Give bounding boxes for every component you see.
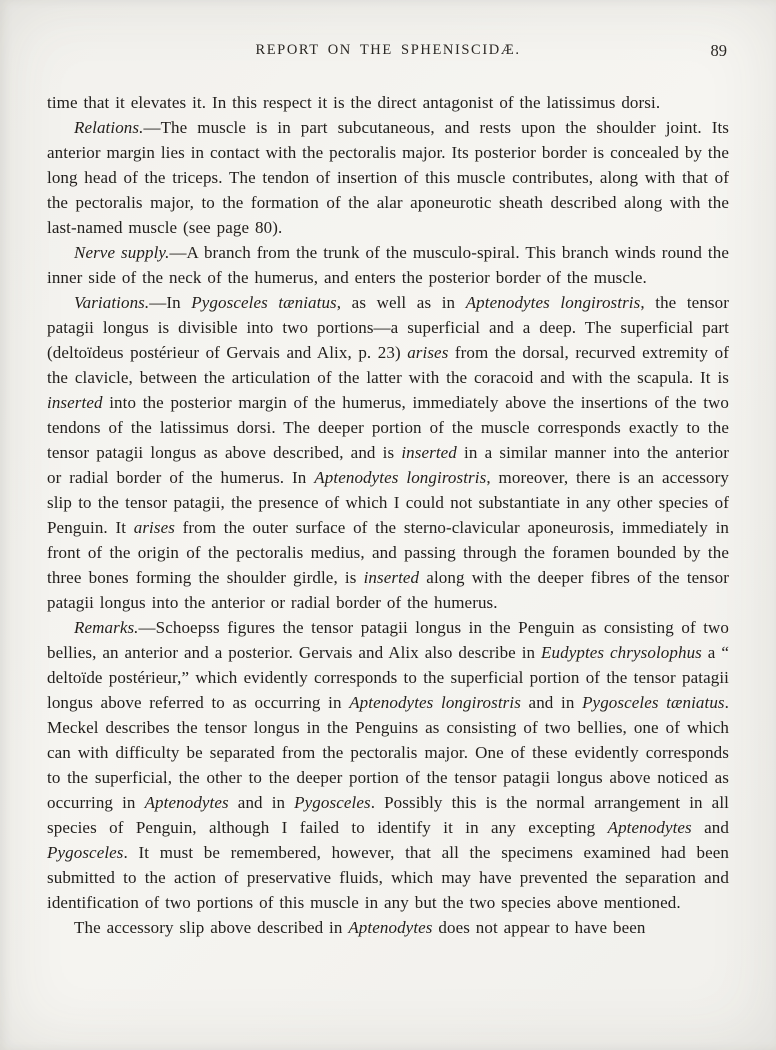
italic-run: Pygosceles bbox=[47, 843, 124, 862]
italic-run: Remarks. bbox=[74, 618, 139, 637]
italic-run: Aptenodytes bbox=[607, 818, 692, 837]
paragraph bbox=[47, 115, 729, 240]
running-header bbox=[47, 42, 729, 64]
italic-run: Pygosceles tæniatus bbox=[582, 693, 725, 712]
italic-run: Variations. bbox=[74, 293, 150, 312]
text-run: , as well as in bbox=[336, 293, 466, 312]
text-run: —In bbox=[149, 293, 192, 312]
paragraph bbox=[47, 615, 729, 915]
text-run: —The muscle is in part subcutaneous, and rests upon the shoulder joint. Its anterior margin lies in contact with the pectoralis major. Its posterior border is concealed by the long head of the triceps. The tendon of insertion of this muscle contributes, along with that of the pectoralis major, to the formation of the alar aponeurotic sheath described along with the last-named muscle (see page 80). bbox=[47, 118, 729, 237]
text-run: along with the deeper fibres of the tensor patagii longus into the anterior or radial border of the humerus. bbox=[47, 568, 729, 612]
text-run: The accessory slip above described in bbox=[74, 918, 349, 937]
italic-run: Aptenodytes bbox=[144, 793, 229, 812]
italic-run: inserted bbox=[401, 443, 457, 462]
text-run: from the dorsal, recurved extremity of the clavicle, between the articulation of the latter with the coracoid and with the scapula. It is bbox=[47, 343, 729, 387]
italic-run: Pygosceles bbox=[294, 793, 371, 812]
text-run: . Possibly this is the normal arrangement in all species of Penguin, although I failed to identify it in any excepting bbox=[47, 793, 729, 837]
italic-run: Pygosceles tæniatus bbox=[191, 293, 337, 312]
italic-run: inserted bbox=[363, 568, 420, 587]
text-run: into the posterior margin of the humerus, immediately above the insertions of the two tendons of the latissimus dorsi. The deeper portion of the muscle corresponds exactly to the tensor patagii longus as above described, and is bbox=[47, 393, 729, 462]
italic-run: Relations. bbox=[74, 118, 144, 137]
italic-run: Eudyptes chrysolophus bbox=[541, 643, 702, 662]
text-run: —Schoepss figures the tensor patagii longus in the Penguin as consisting of two bellies, an anterior and a posterior. Gervais and Alix also describe in bbox=[47, 618, 729, 662]
italic-run: Aptenodytes longirostris bbox=[314, 468, 487, 487]
italic-run: arises bbox=[133, 518, 175, 537]
italic-run: Nerve supply. bbox=[74, 243, 170, 262]
italic-run: arises bbox=[407, 343, 449, 362]
text-run: , the tensor patagii longus is divisible into two portions—a superficial and a deep. The superficial part (deltoïdeus postérieur of Gervais and Alix, p. 23) bbox=[47, 293, 730, 362]
italic-run: Aptenodytes longirostris bbox=[465, 293, 641, 312]
text-run: —A branch from the trunk of the musculo-spiral. This branch winds round the inner side of the neck of the humerus, and enters the posterior border of the muscle. bbox=[47, 243, 729, 287]
text-run: time that it elevates it. In this respect it is the direct antagonist of the latissimus dorsi. bbox=[47, 93, 661, 112]
text-run: . It must be remembered, however, that all the specimens examined had been submitted to the action of preservative fluids, which may have prevented the separation and identification of two portions of this muscle in any but the two species above mentioned. bbox=[47, 843, 729, 912]
text-run: and in bbox=[228, 793, 295, 812]
italic-run: Aptenodytes bbox=[348, 918, 433, 937]
text-run: does not appear to have been bbox=[432, 918, 646, 937]
text-run: from the outer surface of the sterno-clavicular aponeurosis, immediately in front of the origin of the pectoralis medius, and passing through the foramen bounded by the three bones forming the shoulder girdle, is bbox=[47, 518, 729, 587]
italic-run: Aptenodytes longirostris bbox=[349, 693, 521, 712]
text-run: , moreover, there is an accessory slip to the tensor patagii, the presence of which I could not substantiate in any other species of Penguin. It bbox=[47, 468, 729, 537]
text-run: . Meckel describes the tensor longus in the Penguins as consisting of two bellies, one of which can with difficulty be separated from the pectoralis major. One of these evidently corresponds to the superficial, the other to the deeper portion of the tensor patagii longus above noticed as occurring in bbox=[47, 693, 730, 812]
text-run: in a similar manner into the anterior or radial border of the humerus. In bbox=[47, 443, 729, 487]
text-run: and bbox=[691, 818, 729, 837]
page-number: 89 bbox=[710, 41, 727, 60]
text-run: and in bbox=[520, 693, 583, 712]
italic-run: inserted bbox=[47, 393, 103, 412]
paragraph bbox=[47, 915, 729, 940]
paragraph bbox=[47, 90, 729, 115]
paragraph bbox=[47, 240, 729, 290]
page-body bbox=[47, 90, 729, 940]
running-header-title: REPORT ON THE SPHENISCIDÆ. bbox=[255, 42, 521, 58]
paragraph bbox=[47, 290, 729, 615]
text-run: a “ deltoïde postérieur,” which evidently corresponds to the superficial portion of the tensor patagii longus above referred to as occurring in bbox=[47, 643, 729, 712]
